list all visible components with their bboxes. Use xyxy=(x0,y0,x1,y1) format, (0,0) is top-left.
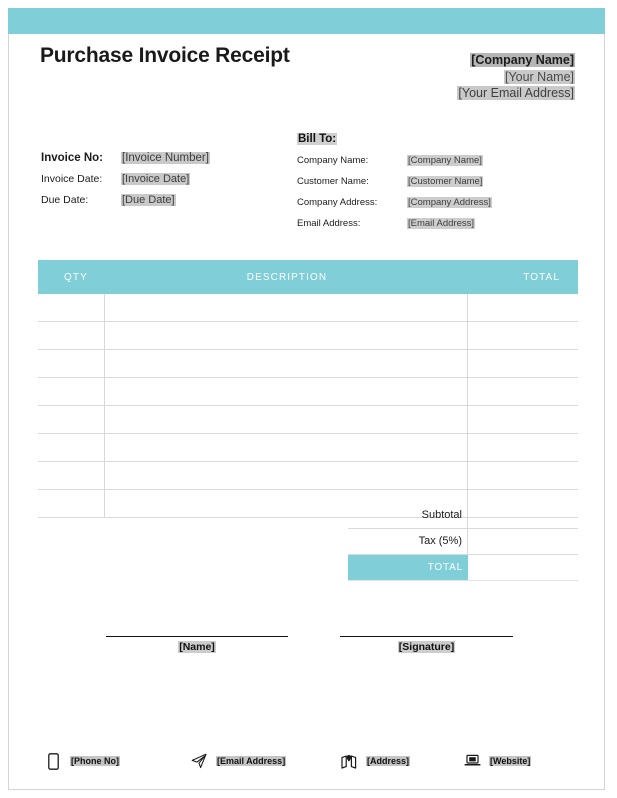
bill-to-address-row xyxy=(297,197,567,208)
grand-total-label: TOTAL xyxy=(348,555,468,580)
your-email-field[interactable]: [Your Email Address] xyxy=(458,86,574,100)
footer-phone-text: [Phone No] xyxy=(71,756,119,766)
invoice-date-row xyxy=(41,173,291,185)
cell-qty[interactable] xyxy=(38,294,105,321)
cell-total[interactable] xyxy=(468,406,578,433)
company-name-field[interactable]: [Company Name] xyxy=(471,53,574,67)
grand-total-value[interactable] xyxy=(468,555,578,580)
bill-to-customer-row xyxy=(297,176,567,187)
paper-plane-icon xyxy=(190,752,208,770)
signature-name-label[interactable]: [Name] xyxy=(179,641,215,653)
cell-qty[interactable] xyxy=(38,462,105,489)
items-table-header xyxy=(38,260,578,294)
cell-total[interactable] xyxy=(468,350,578,377)
company-info-block xyxy=(457,52,575,102)
cell-qty[interactable] xyxy=(38,350,105,377)
cell-description[interactable] xyxy=(105,378,468,405)
table-row[interactable] xyxy=(38,434,578,462)
bill-to-company-value[interactable]: [Company Name] xyxy=(408,155,482,166)
column-header-qty: QTY xyxy=(64,271,88,283)
due-date-label: Due Date: xyxy=(41,194,89,206)
footer-email-text: [Email Address] xyxy=(217,756,286,766)
cell-total[interactable] xyxy=(468,434,578,461)
tax-label: Tax (5%) xyxy=(348,529,468,554)
footer-email-item[interactable] xyxy=(190,752,286,770)
due-date-row xyxy=(41,194,291,206)
invoice-no-value[interactable]: [Invoice Number] xyxy=(122,152,209,164)
table-row[interactable] xyxy=(38,350,578,378)
table-row[interactable] xyxy=(38,378,578,406)
tax-value[interactable] xyxy=(468,529,578,554)
signature-sign-block xyxy=(340,636,513,655)
column-header-total: TOTAL xyxy=(523,271,560,283)
cell-qty[interactable] xyxy=(38,490,105,517)
invoice-no-row xyxy=(41,152,291,164)
bill-to-email-value[interactable]: [Email Address] xyxy=(408,218,474,229)
invoice-date-value[interactable]: [Invoice Date] xyxy=(122,173,190,185)
cell-qty[interactable] xyxy=(38,322,105,349)
items-table-body xyxy=(38,294,578,518)
cell-description[interactable] xyxy=(105,294,468,321)
footer-phone-item[interactable] xyxy=(44,752,120,770)
signature-sign-line xyxy=(340,636,513,637)
bill-to-company-row xyxy=(297,155,567,166)
due-date-value[interactable]: [Due Date] xyxy=(122,194,175,206)
footer-website-item[interactable] xyxy=(463,752,531,770)
invoice-date-label: Invoice Date: xyxy=(41,173,103,185)
bill-to-section xyxy=(297,129,567,239)
cell-total[interactable] xyxy=(468,322,578,349)
cell-description[interactable] xyxy=(105,322,468,349)
invoice-meta xyxy=(41,152,291,215)
cell-description[interactable] xyxy=(105,462,468,489)
subtotal-row xyxy=(348,503,578,529)
cell-total[interactable] xyxy=(468,462,578,489)
signature-sign-label[interactable]: [Signature] xyxy=(398,641,455,653)
totals-section xyxy=(348,503,578,581)
cell-qty[interactable] xyxy=(38,378,105,405)
table-row[interactable] xyxy=(38,294,578,322)
bill-to-customer-label: Customer Name: xyxy=(297,176,369,187)
signature-name-block xyxy=(106,636,288,655)
your-name-field[interactable]: [Your Name] xyxy=(504,69,574,84)
footer-contact-bar xyxy=(0,752,617,776)
table-row[interactable] xyxy=(38,406,578,434)
cell-description[interactable] xyxy=(105,406,468,433)
bill-to-address-label: Company Address: xyxy=(297,197,378,208)
cell-total[interactable] xyxy=(468,378,578,405)
footer-address-text: [Address] xyxy=(367,756,410,766)
bill-to-title: Bill To: xyxy=(298,133,337,145)
cell-total[interactable] xyxy=(468,294,578,321)
table-row[interactable] xyxy=(38,322,578,350)
tax-row xyxy=(348,529,578,555)
signature-section xyxy=(0,636,617,666)
cell-description[interactable] xyxy=(105,434,468,461)
table-row[interactable] xyxy=(38,462,578,490)
subtotal-value[interactable] xyxy=(468,503,578,528)
subtotal-label: Subtotal xyxy=(348,503,468,528)
page-title: Purchase Invoice Receipt xyxy=(40,44,290,67)
items-table xyxy=(38,260,578,518)
cell-qty[interactable] xyxy=(38,434,105,461)
bill-to-email-row xyxy=(297,218,567,229)
bill-to-email-label: Email Address: xyxy=(297,218,361,229)
footer-address-item[interactable] xyxy=(340,752,410,770)
laptop-icon xyxy=(463,752,481,770)
invoice-no-label: Invoice No: xyxy=(41,152,103,164)
cell-description[interactable] xyxy=(105,350,468,377)
cell-qty[interactable] xyxy=(38,406,105,433)
phone-icon xyxy=(44,752,62,770)
bill-to-company-label: Company Name: xyxy=(297,155,369,166)
footer-website-text: [Website] xyxy=(490,756,531,766)
bill-to-customer-value[interactable]: [Customer Name] xyxy=(408,176,483,187)
bill-to-address-value[interactable]: [Company Address] xyxy=(408,197,491,208)
column-header-description: DESCRIPTION xyxy=(246,271,328,283)
signature-name-line xyxy=(106,636,288,637)
map-icon xyxy=(340,752,358,770)
top-accent-bar xyxy=(8,8,605,34)
grand-total-row xyxy=(348,555,578,581)
